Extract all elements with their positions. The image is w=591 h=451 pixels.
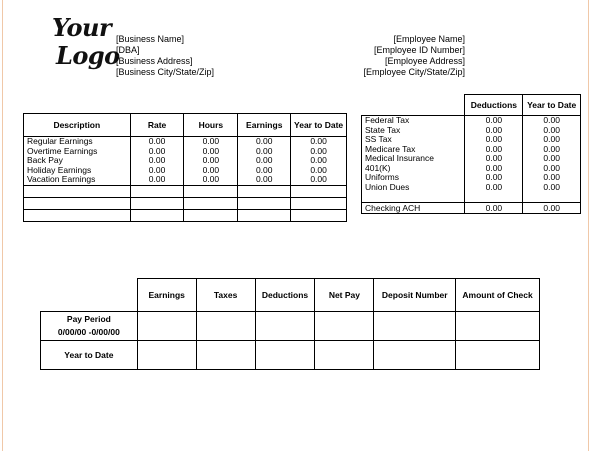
deduction-amount: 0.00 — [465, 116, 523, 126]
deduction-ytd: 0.00 — [523, 183, 581, 193]
deduction-amount: 0.00 — [465, 164, 523, 174]
earnings-hours: 0.00 — [184, 175, 238, 185]
deduction-label: Federal Tax — [362, 116, 465, 126]
deductions-table — [361, 94, 581, 214]
deduction-ytd: 0.00 — [523, 173, 581, 183]
earnings-amount: 0.00 — [238, 166, 291, 176]
year-to-date-row — [41, 341, 540, 370]
ach-amount: 0.00 — [465, 203, 523, 214]
deduction-amount: 0.00 — [465, 126, 523, 136]
earnings-ytd: 0.00 — [291, 156, 347, 166]
deduction-label: 401(K) — [362, 164, 465, 174]
earnings-hours: 0.00 — [184, 147, 238, 157]
deduction-amount: 0.00 — [465, 154, 523, 164]
business-name: [Business Name] — [116, 34, 185, 44]
deduction-ytd: 0.00 — [523, 145, 581, 155]
earnings-table — [23, 113, 347, 222]
earnings-description: Regular Earnings — [24, 137, 131, 147]
earnings-amount: 0.00 — [238, 175, 291, 185]
business-city-state-zip: [Business City/State/Zip] — [116, 67, 215, 77]
employee-id: [Employee ID Number] — [373, 45, 465, 55]
earnings-ytd: 0.00 — [291, 147, 347, 157]
col-header-description: Description — [24, 114, 131, 137]
deductions-header-row — [362, 95, 581, 116]
page-edge-left — [2, 0, 3, 451]
earnings-rate: 0.00 — [130, 166, 184, 176]
deduction-label: Medical Insurance — [362, 154, 465, 164]
deduction-ytd: 0.00 — [523, 116, 581, 126]
deduction-amount: 0.00 — [465, 173, 523, 183]
pay-period-label: Pay Period — [66, 314, 111, 324]
earnings-amount: 0.00 — [238, 137, 291, 147]
ach-label: Checking ACH — [362, 203, 465, 214]
deduction-row — [362, 183, 581, 193]
business-dba: [DBA] — [116, 45, 140, 55]
employee-name: [Employee Name] — [393, 34, 465, 44]
col-header-summary-earnings: Earnings — [137, 279, 196, 312]
employee-info — [363, 34, 465, 78]
deduction-label: State Tax — [362, 126, 465, 136]
business-info — [116, 34, 214, 78]
deduction-ytd: 0.00 — [523, 164, 581, 174]
pay-period-value: 0/00/00 -0/00/00 — [57, 327, 120, 337]
deduction-row — [362, 116, 581, 126]
earnings-ytd: 0.00 — [291, 137, 347, 147]
deduction-amount: 0.00 — [465, 145, 523, 155]
earnings-hours: 0.00 — [184, 166, 238, 176]
earnings-row — [24, 175, 347, 185]
earnings-header-row — [24, 114, 347, 137]
earnings-blank-row — [24, 209, 347, 221]
deduction-ytd: 0.00 — [523, 135, 581, 145]
deduction-label: Union Dues — [362, 183, 465, 193]
earnings-hours: 0.00 — [184, 156, 238, 166]
col-header-summary-deductions: Deductions — [255, 279, 315, 312]
col-header-net-pay: Net Pay — [315, 279, 374, 312]
col-header-amount-of-check: Amount of Check — [456, 279, 540, 312]
col-header-year-to-date: Year to Date — [291, 114, 347, 137]
col-header-taxes: Taxes — [196, 279, 255, 312]
logo-line-2: Logo — [56, 41, 120, 70]
deduction-ytd: 0.00 — [523, 154, 581, 164]
earnings-amount: 0.00 — [238, 147, 291, 157]
earnings-description: Back Pay — [24, 156, 131, 166]
earnings-rate: 0.00 — [130, 156, 184, 166]
earnings-description: Vacation Earnings — [24, 175, 131, 185]
pay-summary-table — [40, 278, 540, 370]
earnings-row — [24, 137, 347, 147]
deduction-ytd: 0.00 — [523, 126, 581, 136]
employee-address: [Employee Address] — [384, 56, 465, 66]
earnings-ytd: 0.00 — [291, 175, 347, 185]
pay-period-row — [41, 312, 540, 341]
deduction-label: SS Tax — [362, 135, 465, 145]
company-logo — [52, 13, 120, 70]
earnings-description: Holiday Earnings — [24, 166, 131, 176]
deduction-label: Uniforms — [362, 173, 465, 183]
col-header-deductions: Deductions — [465, 95, 523, 116]
deduction-blank-row — [362, 192, 581, 203]
earnings-rate: 0.00 — [130, 137, 184, 147]
earnings-blank-row — [24, 197, 347, 209]
deduction-amount: 0.00 — [465, 183, 523, 193]
employee-city-state-zip: [Employee City/State/Zip] — [363, 67, 465, 77]
deduction-label: Medicare Tax — [362, 145, 465, 155]
col-header-deductions-ytd: Year to Date — [523, 95, 581, 116]
earnings-rate: 0.00 — [130, 147, 184, 157]
deduction-amount: 0.00 — [465, 135, 523, 145]
earnings-hours: 0.00 — [184, 137, 238, 147]
ach-ytd: 0.00 — [523, 203, 581, 214]
earnings-ytd: 0.00 — [291, 166, 347, 176]
page-edge-right — [588, 0, 589, 451]
summary-header-row — [41, 279, 540, 312]
checking-ach-row — [362, 203, 581, 214]
earnings-row — [24, 147, 347, 157]
col-header-deposit-number: Deposit Number — [374, 279, 456, 312]
logo-line-1: Your — [52, 13, 112, 42]
earnings-description: Overtime Earnings — [24, 147, 131, 157]
earnings-blank-row — [24, 185, 347, 197]
earnings-amount: 0.00 — [238, 156, 291, 166]
pay-period-cell — [41, 312, 138, 341]
col-header-hours: Hours — [184, 114, 238, 137]
ytd-label: Year to Date — [41, 341, 138, 370]
col-header-rate: Rate — [130, 114, 184, 137]
earnings-rate: 0.00 — [130, 175, 184, 185]
col-header-earnings: Earnings — [238, 114, 291, 137]
business-address: [Business Address] — [116, 56, 193, 66]
